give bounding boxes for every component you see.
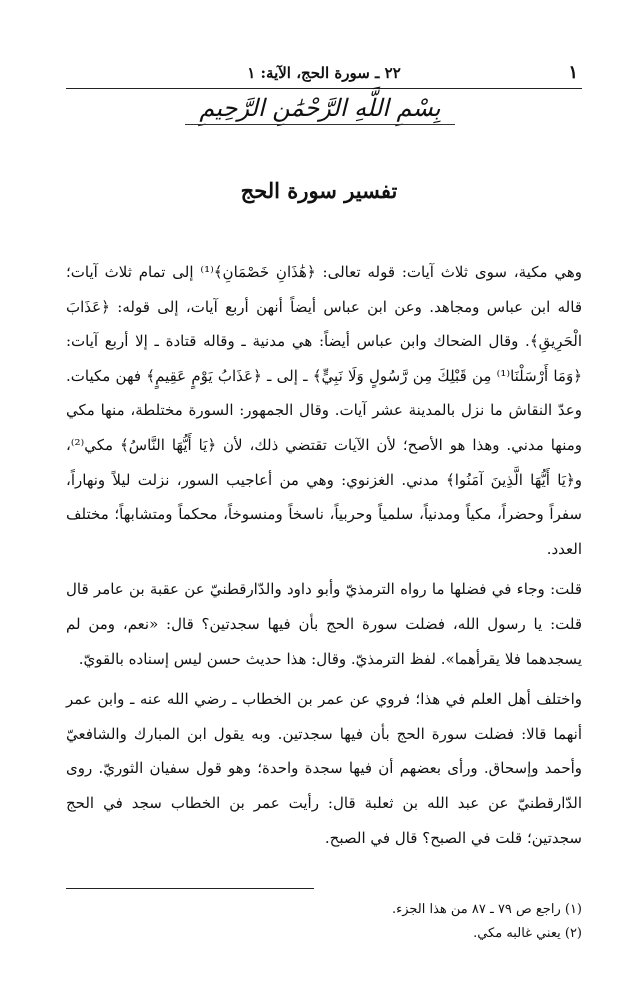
paragraph-virtue-hadith: قلت: وجاء في فضلها ما رواه الترمذيّ وأبو داود والدّارقطنيّ عن عقبة بن عامر قال قلت: يا رسول الله، فضلت سورة الحج بأن فيها سجدتين؟ قال: «نعم، ومن لم يسجدهما فلا يقرأهما». لفظ الترمذيّ. وقال: هذا حديث حسن ليس إسناده بالقويّ. [66, 580, 582, 668]
chapter-title: تفسير سورة الحج [240, 178, 398, 203]
basmala-calligraphy: بِسْمِ اللَّهِ الرَّحْمَٰنِ الرَّحِيمِ [199, 94, 441, 122]
page-header [66, 58, 582, 89]
page-number: ١ [568, 62, 578, 83]
running-title: ٢٢ ـ سورة الحج، الآية: ١ [247, 64, 401, 82]
basmala-underline [185, 124, 455, 125]
footnote-1: (١) راجع ص ٧٩ ـ ٨٧ من هذا الجزء. [391, 902, 582, 917]
footnote-separator [66, 888, 314, 889]
footnote-2: (٢) يعني غالبه مكي. [473, 926, 582, 941]
body-text [66, 255, 582, 855]
paragraph-prostration-dispute: واختلف أهل العلم في هذا؛ فروي عن عمر بن الخطاب ـ رضي الله عنه ـ وابن عمر أنهما قالا: فضلت سورة الحج بأن فيها سجدتين. وبه يقول ابن المبارك والشافعيّ وأحمد وإسحاق. ورأى بعضهم أن فيها سجدة واحدة؛ وهو قول سفيان الثوريّ. روى الدّارقطنيّ عن عبد الله بن ثعلبة قال: رأيت عمر بن الخطاب سجد في الحج سجدتين؛ قلت في الصبح؟ قال في الصبح. [66, 690, 582, 847]
footnotes [66, 898, 582, 946]
paragraph-surah-origin: وهي مكية، سوى ثلاث آيات: قوله تعالى: ﴿هَٰذَانِ خَصْمَانِ﴾⁽¹⁾ إلى تمام ثلاث آيات؛ قاله ابن عباس ومجاهد. وعن ابن عباس أيضاً أنهن أربع آيات، إلى قوله: ﴿عَذَابَ الْحَرِيقِ﴾. وقال الضحاك وابن عباس أيضاً: هي مدنية ـ وقاله قتادة ـ إلا أربع آيات: ﴿وَمَا أَرْسَلْنَا⁽¹⁾ مِن قَبْلِكَ مِن رَّسُولٍ وَلَا نَبِيٍّ﴾ ـ إلى ـ ﴿عَذَابُ يَوْمٍ عَقِيمٍ﴾ فهن مكيات. وعدّ النقاش ما نزل بالمدينة عشر آيات. وقال الجمهور: السورة مختلطة، منها مكي ومنها مدني. وهذا هو الأصح؛ لأن الآيات تقتضي ذلك، لأن ﴿يَا أَيُّهَا النَّاسُ﴾ مكي⁽²⁾، و﴿يَا أَيُّهَا الَّذِينَ آمَنُوا﴾ مدني. الغزنوي: وهي من أعاجيب السور، نزلت ليلاً ونهاراً، سفراً وحضراً، مكياً ومدنياً، سلمياً وحربياً، ناسخاً ومنسوخاً، محكماً ومتشابهاً؛ مختلف العدد. [66, 263, 583, 558]
